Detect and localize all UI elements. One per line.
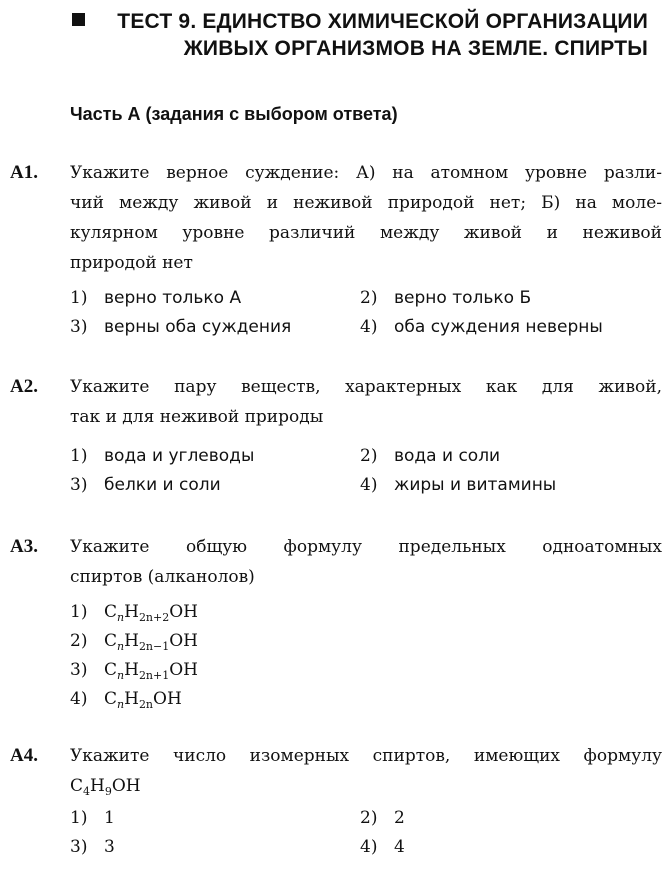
question-line: Укажите число изомерных спиртов, имеющих формулу (70, 746, 662, 766)
question-line: кулярном уровне различий между живой и неживой (70, 223, 662, 243)
answer-option-2[interactable]: 2) верно только Б (360, 288, 532, 308)
question-line: Укажите верное суждение: А) на атомном уровне разли- (70, 163, 662, 183)
answer-option-2[interactable]: 2) вода и соли (360, 446, 501, 466)
task-number: А4. (10, 745, 38, 766)
task-question (70, 372, 662, 432)
question-line: природой нет (70, 253, 193, 273)
answer-option-1[interactable]: 1) 1 (70, 808, 115, 828)
question-line: Укажите пару веществ, характерных как для живой, (70, 377, 662, 397)
answer-option-3[interactable]: 3) белки и соли (70, 475, 221, 495)
task-question (70, 158, 662, 278)
answer-option-2[interactable]: 2) 2 (360, 808, 405, 828)
task-number: А1. (10, 162, 38, 183)
question-formula: $C_4H_9OH$ (70, 776, 141, 798)
title-line-2: ЖИВЫХ ОРГАНИЗМОВ НА ЗЕМЛЕ. СПИРТЫ (183, 37, 648, 60)
question-line: так и для неживой природы (70, 407, 324, 427)
task-number: А3. (10, 536, 38, 557)
page-title (117, 8, 648, 62)
answer-option-4[interactable]: 4) жиры и витамины (360, 475, 557, 495)
answer-option-2[interactable]: 2) $C_nH_{2n-1}OH$ (70, 631, 199, 653)
title-line-1: ТЕСТ 9. ЕДИНСТВО ХИМИЧЕСКОЙ ОРГАНИЗАЦИИ (117, 10, 648, 33)
answer-option-3[interactable]: 3) 3 (70, 837, 115, 857)
answer-option-4[interactable]: 4) $C_nH_{2n}OH$ (70, 689, 182, 711)
question-line: спиртов (алканолов) (70, 567, 255, 587)
section-title: Часть А (задания с выбором ответа) (70, 104, 398, 124)
task-question (70, 532, 662, 592)
task-question (70, 741, 662, 801)
answer-option-4[interactable]: 4) 4 (360, 837, 405, 857)
answer-option-4[interactable]: 4) оба суждения неверны (360, 317, 603, 337)
question-line: чий между живой и неживой природой нет; Б) на моле- (70, 193, 662, 213)
title-square-icon (72, 13, 85, 26)
task-number: А2. (10, 376, 38, 397)
answer-option-3[interactable]: 3) верны оба суждения (70, 317, 292, 337)
answer-option-1[interactable]: 1) $C_nH_{2n+2}OH$ (70, 602, 199, 624)
answer-option-1[interactable]: 1) вода и углеводы (70, 446, 255, 466)
question-line: Укажите общую формулу предельных одноатомных (70, 537, 662, 557)
answer-option-1[interactable]: 1) верно только А (70, 288, 242, 308)
answer-option-3[interactable]: 3) $C_nH_{2n+1}OH$ (70, 660, 199, 682)
